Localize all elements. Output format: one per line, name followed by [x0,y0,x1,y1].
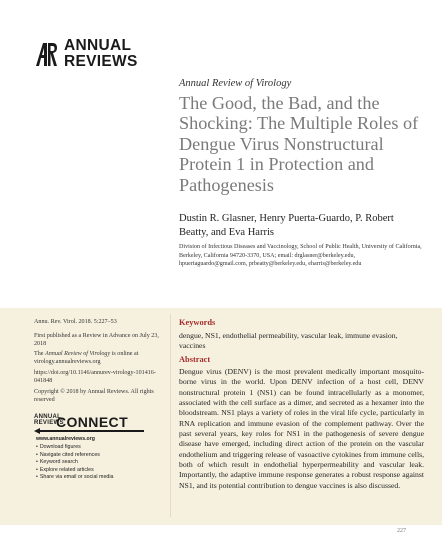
article-title: The Good, the Bad, and the Shocking: The Multiple Roles of Dengue Virus Nonstructural Protein 1 in Protection and Pathogenesis [179,93,419,195]
panel-divider [170,314,171,517]
arrow-left-icon [34,428,144,434]
online-text-pre: The [34,351,45,357]
logo-line-annual: ANNUAL [64,37,132,54]
annual-reviews-logo-mark-icon [34,40,58,68]
copyright: Copyright © 2018 by Annual Reviews. All rights reserved [34,389,154,404]
connect-annual-label: ANNUAL [34,414,62,420]
logo-line-reviews: REVIEWS [64,53,138,70]
online-availability [34,350,164,367]
journal-name: Annual Review of Virology [179,78,292,89]
connect-url[interactable]: www.annualreviews.org [36,436,95,442]
keywords-text: dengue, NS1, endothelial permeability, vascular leak, immune evasion, vaccines [179,331,398,351]
keywords-heading: Keywords [179,318,216,327]
list-item: • Share via email or social media [36,474,113,482]
article-authors: Dustin R. Glasner, Henry Puerta-Guardo, P. Robert Beatty, and Eva Harris [179,213,394,238]
citation: Annu. Rev. Virol. 2018. 5:227–53 [34,319,117,325]
connect-wordmark: CONNECT [56,414,129,430]
list-item: • Keyword search [36,459,113,467]
list-item: • Navigate cited references [36,452,113,460]
abstract-text: Dengue virus (DENV) is the most prevalent medically important mosquito-borne virus in the world. Upon DENV infection of a host cell, DENV nonstructural protein 1 (NS1) can be found intracellularly as a monomer, associated with the cell surface as a dimer, and secreted as a hexamer into the bloodstream. NS1 plays a variety of roles in the viral life cycle, particularly in RNA replication and immune evasion of the complement pathway. Over the past several years, key roles for NS1 in the pathogenesis of severe dengue disease have emerged, including direct action of the protein on the vascular endothelium and triggering release of vasoactive cytokines from immune cells, both of which result in endothelial hyperpermeability and vascular leak. Importantly, the adaptive immune response generates a robust response against NS1, and its potential contribution to dengue vaccines is also discussed. [179,367,424,490]
logo-text [64,38,138,70]
list-item: • Download figures [36,444,113,452]
annual-reviews-logo [34,38,154,72]
page-number: 227 [397,528,406,534]
connect-reviews-label: REVIEWS [34,420,64,427]
online-text-post: is online at virology.annualreviews.org [34,351,139,366]
list-item: • Explore related articles [36,467,113,475]
annual-reviews-connect-badge[interactable] [34,414,144,494]
connect-feature-list [36,444,113,482]
abstract-heading: Abstract [179,355,211,364]
publication-date: First published as a Review in Advance on July 23, 2018 [34,333,159,348]
author-affiliation: Division of Infectious Diseases and Vaccinology, School of Public Health, University of California, Berkeley, California 94720-3370, USA; email: drglasner@berkeley.edu, hpuertaguardo@gmail.com, prbeatty@berkeley.edu, eharris@berkeley.edu [179,244,422,268]
doi-link[interactable]: https://doi.org/10.1146/annurev-virology-101416-041848 [34,370,156,385]
online-journal-name: Annual Review of Virology [45,351,111,357]
